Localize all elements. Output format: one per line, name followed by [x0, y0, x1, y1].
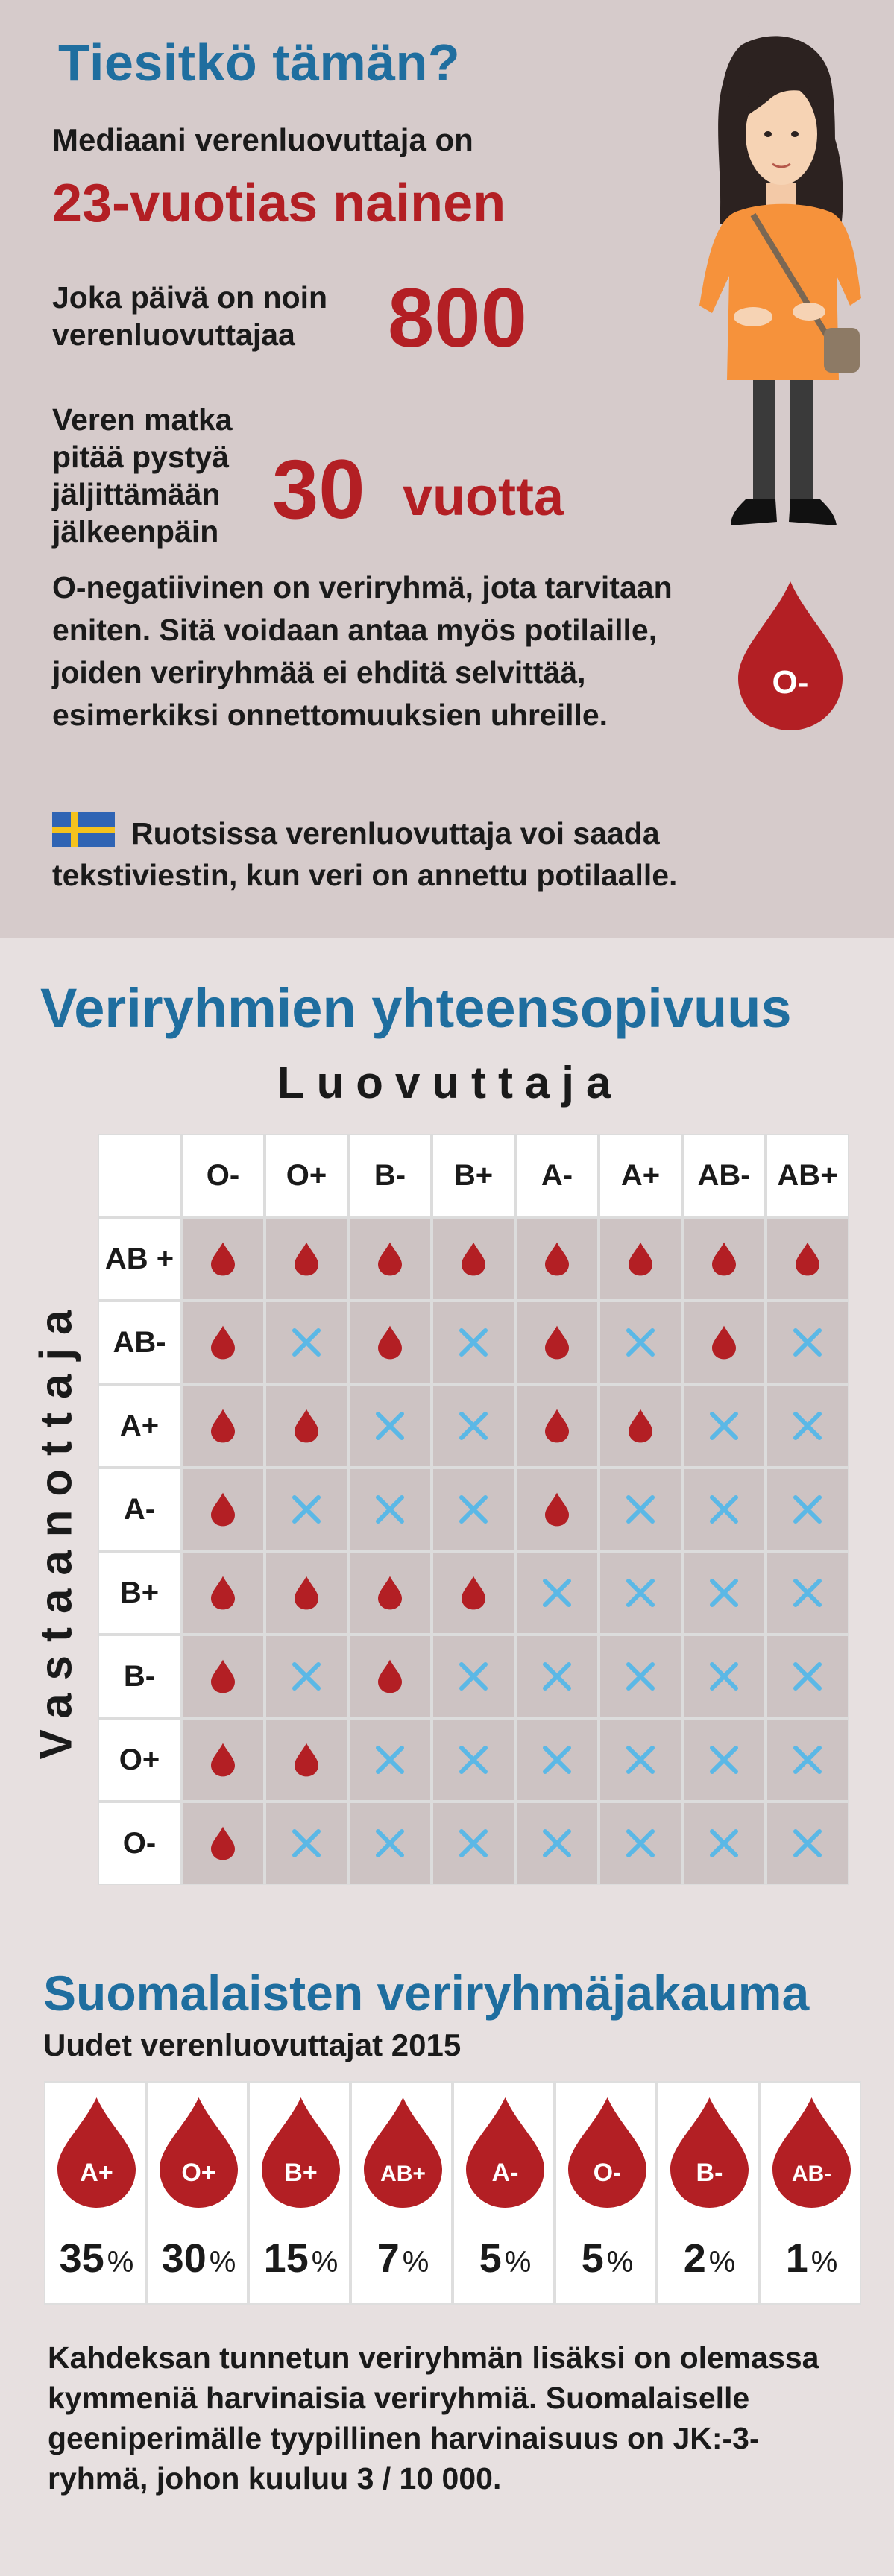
- blood-group-label: AB+: [380, 2162, 426, 2186]
- incompatible-cell: [515, 1635, 599, 1718]
- facts-title: Tiesitkö tämän?: [58, 34, 461, 92]
- blood-drop-icon: [545, 1242, 569, 1276]
- incompatible-cell: [515, 1718, 599, 1802]
- blood-drop-icon: [295, 1576, 318, 1610]
- blood-group-percent: [658, 2235, 761, 2282]
- blood-group-label: O+: [181, 2159, 216, 2187]
- blood-drop-icon: [629, 1242, 652, 1276]
- blood-group-label: B+: [284, 2159, 318, 2187]
- donor-axis-label: Luovuttaja: [277, 1058, 623, 1108]
- blood-drop-icon: [629, 1409, 652, 1443]
- blood-group-label: O-: [593, 2159, 622, 2187]
- cross-icon: [375, 1828, 405, 1858]
- blood-group-card: [146, 2081, 248, 2305]
- incompatible-cell: [766, 1718, 849, 1802]
- blood-group-card: [759, 2081, 861, 2305]
- blood-drop-icon: [295, 1409, 318, 1443]
- incompatible-cell: [599, 1635, 682, 1718]
- cross-icon: [459, 1411, 488, 1441]
- cross-icon: [793, 1745, 822, 1775]
- compatible-cell: [181, 1718, 265, 1802]
- incompatible-cell: [766, 1802, 849, 1885]
- recipient-header: O+: [98, 1718, 181, 1802]
- cross-icon: [292, 1328, 321, 1357]
- blood-drop-icon: [466, 2097, 544, 2208]
- cross-icon: [375, 1745, 405, 1775]
- incompatible-cell: [348, 1468, 432, 1551]
- donor-header: B-: [348, 1134, 432, 1217]
- blood-group-percent: [45, 2235, 148, 2282]
- percent-symbol: %: [209, 2246, 236, 2279]
- incompatible-cell: [348, 1718, 432, 1802]
- blood-drop-icon: [211, 1325, 235, 1360]
- blood-group-percent: [454, 2235, 556, 2282]
- incompatible-cell: [432, 1802, 515, 1885]
- percent-value: 35: [59, 2236, 104, 2281]
- blood-drop-icon: [462, 1242, 485, 1276]
- donor-header: AB-: [682, 1134, 766, 1217]
- recipient-header: B-: [98, 1635, 181, 1718]
- incompatible-cell: [766, 1384, 849, 1468]
- compatible-cell: [348, 1217, 432, 1301]
- cross-icon: [292, 1494, 321, 1524]
- o-negative-drop-label: O-: [772, 664, 809, 701]
- incompatible-cell: [682, 1718, 766, 1802]
- incompatible-cell: [599, 1802, 682, 1885]
- compatible-cell: [515, 1384, 599, 1468]
- blood-drop-icon: [378, 1325, 402, 1360]
- compatible-cell: [181, 1635, 265, 1718]
- cross-icon: [626, 1828, 655, 1858]
- compatible-cell: [682, 1301, 766, 1384]
- compatible-cell: [432, 1551, 515, 1635]
- cross-icon: [709, 1661, 739, 1691]
- blood-drop-icon: [378, 1659, 402, 1693]
- blood-group-percent: [556, 2235, 658, 2282]
- blood-group-card: [657, 2081, 759, 2305]
- cross-icon: [459, 1328, 488, 1357]
- cross-icon: [626, 1328, 655, 1357]
- cross-icon: [709, 1745, 739, 1775]
- blood-drop-icon: [211, 1409, 235, 1443]
- trace-unit: vuotta: [403, 467, 564, 527]
- incompatible-cell: [515, 1802, 599, 1885]
- percent-value: 15: [263, 2236, 309, 2281]
- cross-icon: [793, 1661, 822, 1691]
- donor-header: O+: [265, 1134, 348, 1217]
- cross-icon: [793, 1411, 822, 1441]
- blood-group-card: [248, 2081, 350, 2305]
- cross-icon: [542, 1828, 572, 1858]
- cross-icon: [459, 1745, 488, 1775]
- blood-drop-icon: [712, 1242, 736, 1276]
- blood-group-percent: [250, 2235, 352, 2282]
- incompatible-cell: [432, 1384, 515, 1468]
- incompatible-cell: [682, 1635, 766, 1718]
- compatible-cell: [181, 1468, 265, 1551]
- incompatible-cell: [599, 1551, 682, 1635]
- blood-group-label: A-: [491, 2159, 519, 2187]
- daily-text: Joka päivä on noin verenluovuttajaa: [52, 280, 328, 352]
- incompatible-cell: [265, 1468, 348, 1551]
- cross-icon: [626, 1661, 655, 1691]
- recipient-header: B+: [98, 1551, 181, 1635]
- incompatible-cell: [432, 1635, 515, 1718]
- compatible-cell: [181, 1384, 265, 1468]
- blood-drop-icon: [462, 1576, 485, 1610]
- compatible-cell: [181, 1301, 265, 1384]
- cross-icon: [709, 1411, 739, 1441]
- recipient-header: AB-: [98, 1301, 181, 1384]
- blood-drop-icon: [211, 1576, 235, 1610]
- blood-group-label: AB-: [791, 2162, 832, 2186]
- percent-symbol: %: [402, 2246, 429, 2279]
- cross-icon: [542, 1578, 572, 1608]
- compatible-cell: [515, 1217, 599, 1301]
- compatible-cell: [265, 1718, 348, 1802]
- blood-group-card: [453, 2081, 555, 2305]
- incompatible-cell: [766, 1551, 849, 1635]
- cross-icon: [542, 1661, 572, 1691]
- compatible-cell: [348, 1301, 432, 1384]
- distribution-cards: [44, 2081, 861, 2305]
- median-value: 23-vuotias nainen: [52, 174, 506, 233]
- blood-group-label: A+: [80, 2159, 113, 2187]
- incompatible-cell: [682, 1551, 766, 1635]
- closing-text: Kahdeksan tunnetun veriryhmän lisäksi on olemassa kymmeniä harvinaisia veriryhmiä. Suomalaiselle geeniperimälle tyypillinen harvinaisuus on JK:-3-ryhmä, johon kuuluu 3 / 10 000.: [48, 2340, 819, 2496]
- blood-drop-icon: [211, 1826, 235, 1860]
- blood-drop-icon: [670, 2097, 749, 2208]
- donor-header: A+: [599, 1134, 682, 1217]
- blood-group-percent: [761, 2235, 863, 2282]
- blood-drop-icon: [796, 1242, 819, 1276]
- cross-icon: [793, 1578, 822, 1608]
- cross-icon: [626, 1745, 655, 1775]
- compatible-cell: [265, 1217, 348, 1301]
- recipient-axis-label: Vastaanottaja: [31, 1296, 81, 1760]
- blood-group-card: [555, 2081, 657, 2305]
- blood-drop-icon: [211, 1492, 235, 1527]
- blood-drop-icon: [378, 1242, 402, 1276]
- percent-symbol: %: [311, 2246, 339, 2279]
- incompatible-cell: [599, 1301, 682, 1384]
- recipient-header: A+: [98, 1384, 181, 1468]
- trace-number: 30: [272, 443, 365, 536]
- blood-drop-icon: [160, 2097, 238, 2208]
- percent-value: 7: [377, 2236, 400, 2281]
- blood-drop-icon: [545, 1409, 569, 1443]
- blood-drop-icon: [211, 1242, 235, 1276]
- blood-group-card: [350, 2081, 453, 2305]
- donor-header: A-: [515, 1134, 599, 1217]
- incompatible-cell: [766, 1468, 849, 1551]
- blood-drop-icon: [712, 1325, 736, 1360]
- o-negative-drop-icon: [738, 581, 843, 730]
- percent-symbol: %: [606, 2246, 634, 2279]
- blood-drop-icon: [545, 1492, 569, 1527]
- incompatible-cell: [348, 1802, 432, 1885]
- distribution-title: Suomalaisten veriryhmäjakauma: [43, 1966, 810, 2021]
- percent-symbol: %: [708, 2246, 736, 2279]
- recipient-header: A-: [98, 1468, 181, 1551]
- blood-drop-icon: [378, 1576, 402, 1610]
- blood-drop-icon: [295, 1743, 318, 1777]
- cross-icon: [793, 1828, 822, 1858]
- incompatible-cell: [348, 1384, 432, 1468]
- recipient-header: O-: [98, 1802, 181, 1885]
- incompatible-cell: [515, 1551, 599, 1635]
- cross-icon: [375, 1494, 405, 1524]
- compatible-cell: [599, 1384, 682, 1468]
- sweden-flag-icon: [52, 812, 115, 847]
- blood-drop-icon: [772, 2097, 851, 2208]
- incompatible-cell: [682, 1384, 766, 1468]
- compatible-cell: [265, 1384, 348, 1468]
- blood-drop-icon: [211, 1743, 235, 1777]
- percent-symbol: %: [810, 2246, 838, 2279]
- donor-header: O-: [181, 1134, 265, 1217]
- incompatible-cell: [265, 1802, 348, 1885]
- blood-group-card: [44, 2081, 146, 2305]
- compatible-cell: [181, 1217, 265, 1301]
- table-corner: [98, 1134, 181, 1217]
- blood-drop-icon: [57, 2097, 136, 2208]
- incompatible-cell: [265, 1635, 348, 1718]
- cross-icon: [793, 1494, 822, 1524]
- compatible-cell: [515, 1301, 599, 1384]
- incompatible-cell: [682, 1468, 766, 1551]
- compatibility-table: [98, 1134, 849, 1885]
- daily-number: 800: [388, 271, 527, 364]
- incompatible-cell: [682, 1802, 766, 1885]
- cross-icon: [709, 1578, 739, 1608]
- cross-icon: [459, 1494, 488, 1524]
- blood-drop-icon: [262, 2097, 340, 2208]
- percent-value: 30: [161, 2236, 207, 2281]
- incompatible-cell: [599, 1718, 682, 1802]
- incompatible-cell: [432, 1468, 515, 1551]
- cross-icon: [709, 1494, 739, 1524]
- compatible-cell: [348, 1551, 432, 1635]
- cross-icon: [459, 1828, 488, 1858]
- incompatible-cell: [265, 1301, 348, 1384]
- blood-group-percent: [148, 2235, 250, 2282]
- facts-section: [0, 0, 894, 938]
- cross-icon: [292, 1661, 321, 1691]
- percent-symbol: %: [107, 2246, 134, 2279]
- cross-icon: [375, 1411, 405, 1441]
- trace-text: Veren matka pitää pystyä jäljittämään jälkeenpäin: [52, 402, 233, 549]
- percent-value: 5: [581, 2236, 604, 2281]
- percent-value: 1: [785, 2236, 808, 2281]
- blood-drop-icon: [364, 2097, 442, 2208]
- donor-header: B+: [432, 1134, 515, 1217]
- compatible-cell: [766, 1217, 849, 1301]
- recipient-axis-label-wrap: [15, 1260, 97, 1796]
- blood-drop-icon: [568, 2097, 646, 2208]
- cross-icon: [292, 1828, 321, 1858]
- compatible-cell: [181, 1802, 265, 1885]
- cross-icon: [626, 1578, 655, 1608]
- compatible-cell: [515, 1468, 599, 1551]
- sweden-line-1: Ruotsissa verenluovuttaja voi saada: [131, 816, 660, 850]
- cross-icon: [793, 1328, 822, 1357]
- percent-value: 2: [683, 2236, 706, 2281]
- blood-drop-icon: [211, 1659, 235, 1693]
- o-negative-text: O-negatiivinen on veriryhmä, jota tarvitaan eniten. Sitä voidaan antaa myös potilaille, joiden veriryhmää ei ehditä selvittää, esimerkiksi onnettomuuksien uhreille.: [52, 570, 673, 732]
- compatible-cell: [265, 1551, 348, 1635]
- incompatible-cell: [432, 1718, 515, 1802]
- incompatible-cell: [766, 1635, 849, 1718]
- median-intro: Mediaani verenluovuttaja on: [52, 122, 473, 157]
- cross-icon: [709, 1828, 739, 1858]
- cross-icon: [459, 1661, 488, 1691]
- compatible-cell: [599, 1217, 682, 1301]
- sweden-line-2: tekstiviestin, kun veri on annettu potilaalle.: [52, 858, 678, 892]
- compatible-cell: [348, 1635, 432, 1718]
- compatible-cell: [181, 1551, 265, 1635]
- compatible-cell: [432, 1217, 515, 1301]
- blood-drop-icon: [295, 1242, 318, 1276]
- woman-donor-illustration: [671, 30, 880, 544]
- incompatible-cell: [599, 1468, 682, 1551]
- incompatible-cell: [766, 1301, 849, 1384]
- distribution-subtitle: Uudet verenluovuttajat 2015: [43, 2027, 462, 2062]
- compatibility-title: Veriryhmien yhteensopivuus: [40, 977, 792, 1039]
- cross-icon: [626, 1494, 655, 1524]
- cross-icon: [542, 1745, 572, 1775]
- blood-group-percent: [352, 2235, 454, 2282]
- blood-group-label: B-: [696, 2159, 723, 2187]
- percent-symbol: %: [504, 2246, 532, 2279]
- percent-value: 5: [479, 2236, 502, 2281]
- recipient-header: AB +: [98, 1217, 181, 1301]
- compatible-cell: [682, 1217, 766, 1301]
- donor-header: AB+: [766, 1134, 849, 1217]
- blood-drop-icon: [545, 1325, 569, 1360]
- incompatible-cell: [432, 1301, 515, 1384]
